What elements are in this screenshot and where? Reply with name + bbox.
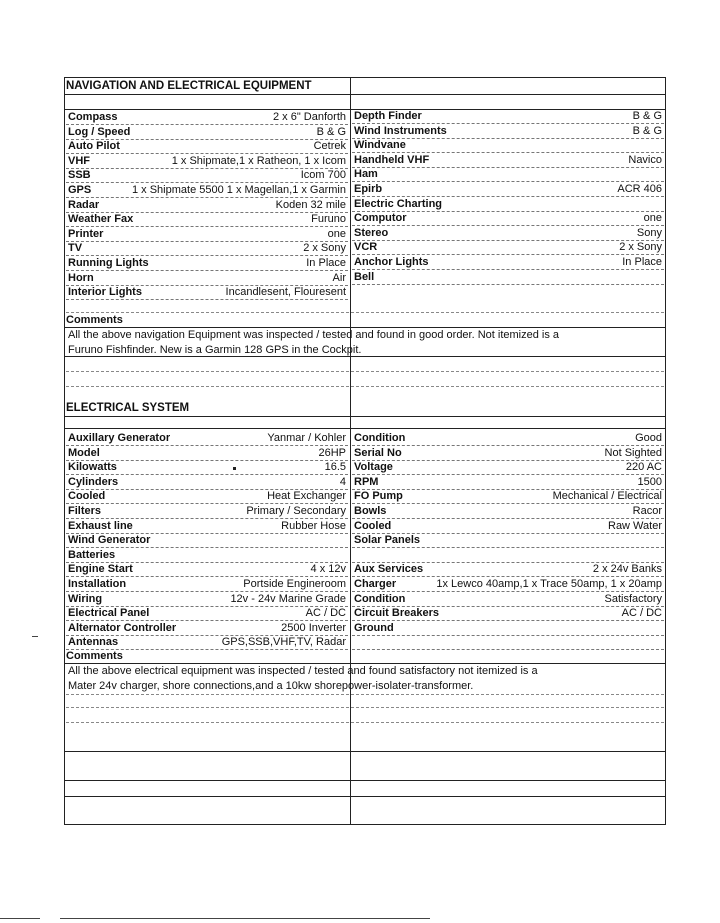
form-row bbox=[66, 167, 664, 182]
electrical-comments-label: Comments bbox=[66, 650, 123, 662]
field-value: B & G bbox=[316, 125, 346, 138]
field-label: Anchor Lights bbox=[354, 256, 429, 268]
form-row bbox=[66, 635, 664, 650]
field-label: Condition bbox=[354, 432, 406, 444]
field-value: 1 x Shipmate 5500 1 x Magellan,1 x Garmin bbox=[131, 184, 346, 196]
field-label: Depth Finder bbox=[354, 110, 422, 122]
field-label: Condition bbox=[354, 592, 406, 605]
field-label: Exhaust line bbox=[68, 519, 133, 532]
form-row bbox=[66, 153, 664, 168]
form-field bbox=[352, 197, 664, 212]
field-label: Solar Panels bbox=[354, 534, 421, 547]
form-field bbox=[352, 489, 664, 504]
field-value: AC / DC bbox=[621, 607, 662, 620]
form-row bbox=[66, 577, 664, 592]
field-label: Bell bbox=[354, 270, 375, 283]
field-label: Alternator Controller bbox=[68, 621, 177, 634]
field-value: Furuno bbox=[311, 213, 346, 226]
form-field bbox=[352, 270, 664, 285]
field-label: Handheld VHF bbox=[354, 153, 430, 166]
form-field bbox=[352, 460, 664, 475]
field-label: Filters bbox=[68, 505, 102, 517]
field-value: 4 bbox=[339, 475, 346, 488]
form-field bbox=[352, 211, 664, 226]
scan-mark bbox=[233, 467, 236, 470]
field-label: VHF bbox=[68, 154, 90, 167]
form-field bbox=[352, 124, 664, 139]
field-value: 4 x 12v bbox=[310, 563, 346, 576]
form-field bbox=[352, 635, 664, 650]
divider bbox=[64, 751, 666, 752]
field-label: Electrical Panel bbox=[68, 607, 150, 620]
field-value: 2 x Sony bbox=[619, 241, 662, 254]
form-row bbox=[66, 211, 664, 226]
form-row bbox=[66, 138, 664, 153]
form-field bbox=[352, 167, 664, 182]
blank-line bbox=[66, 694, 664, 695]
field-value: 16.5 bbox=[324, 461, 346, 474]
field-value: 12v - 24v Marine Grade bbox=[230, 592, 346, 605]
electrical-section-title: ELECTRICAL SYSTEM bbox=[66, 402, 190, 414]
form-field bbox=[352, 138, 664, 153]
divider bbox=[64, 356, 666, 357]
divider bbox=[64, 796, 666, 797]
form-row bbox=[66, 285, 664, 300]
field-label: Batteries bbox=[68, 548, 116, 561]
field-label: Compass bbox=[68, 111, 118, 123]
form-row bbox=[66, 592, 664, 607]
field-value: Raw Water bbox=[608, 519, 662, 532]
field-label: Wind Instruments bbox=[354, 124, 447, 137]
field-label: Engine Start bbox=[68, 563, 133, 576]
field-value: In Place bbox=[622, 256, 662, 268]
field-label: Cooled bbox=[68, 490, 106, 503]
field-value: 2 x 24v Banks bbox=[592, 563, 662, 576]
form-field bbox=[352, 577, 664, 592]
field-label: Electric Charting bbox=[354, 197, 443, 210]
blank-line bbox=[66, 386, 664, 387]
field-label: Wind Generator bbox=[68, 534, 151, 547]
field-label: Printer bbox=[68, 227, 104, 240]
field-label: Cooled bbox=[354, 519, 392, 532]
field-value: 220 AC bbox=[625, 461, 662, 474]
field-value: 26HP bbox=[318, 446, 346, 459]
form-field bbox=[352, 504, 664, 519]
field-value: 2 x Sony bbox=[303, 242, 346, 255]
form-field bbox=[352, 475, 664, 490]
form-row bbox=[66, 124, 664, 139]
field-label: Installation bbox=[68, 578, 127, 590]
field-value: Sony bbox=[636, 226, 662, 239]
form-field bbox=[352, 226, 664, 241]
field-value: ACR 406 bbox=[617, 183, 662, 195]
field-value: 1 x Shipmate,1 x Ratheon, 1 x Icom bbox=[171, 154, 346, 167]
field-value: AC / DC bbox=[305, 607, 346, 620]
form-row bbox=[66, 446, 664, 461]
divider bbox=[64, 428, 666, 429]
field-value: Mechanical / Electrical bbox=[552, 490, 662, 503]
field-value: Rubber Hose bbox=[281, 519, 346, 532]
field-value: 1500 bbox=[637, 475, 662, 488]
scan-mark bbox=[60, 918, 430, 919]
form-row bbox=[66, 270, 664, 285]
divider bbox=[64, 416, 666, 417]
form-field bbox=[352, 592, 664, 607]
field-value: Navico bbox=[628, 153, 662, 166]
field-label: Wiring bbox=[68, 592, 103, 605]
form-field bbox=[352, 255, 664, 270]
field-label: Cylinders bbox=[68, 475, 119, 488]
field-label: Computor bbox=[354, 212, 407, 225]
form-field bbox=[66, 285, 348, 300]
form-row bbox=[66, 489, 664, 504]
form-row bbox=[66, 431, 664, 446]
field-label: Auxillary Generator bbox=[68, 432, 171, 444]
field-label: RPM bbox=[354, 475, 379, 488]
field-label: FO Pump bbox=[354, 490, 403, 503]
field-value: Portside Engineroom bbox=[243, 578, 346, 590]
blank-line bbox=[66, 722, 664, 723]
field-label: Horn bbox=[68, 271, 94, 284]
navigation-comment-line: All the above navigation Equipment was inspected / tested and found in good order. Not itemized is a bbox=[68, 329, 560, 341]
field-label: VCR bbox=[354, 241, 378, 254]
form-field bbox=[352, 240, 664, 255]
blank-line bbox=[66, 371, 664, 372]
form-row bbox=[66, 240, 664, 255]
form-field bbox=[352, 533, 664, 548]
field-label: Bowls bbox=[354, 505, 387, 517]
divider bbox=[64, 780, 666, 781]
field-value: Not Sighted bbox=[604, 446, 662, 459]
field-label: Weather Fax bbox=[68, 213, 134, 226]
field-value: Primary / Secondary bbox=[246, 505, 346, 517]
form-row bbox=[66, 109, 664, 124]
form-field bbox=[352, 519, 664, 534]
field-value: GPS,SSB,VHF,TV, Radar bbox=[221, 636, 346, 649]
form-field bbox=[352, 431, 664, 446]
field-value: Incandlesent, Flouresent bbox=[225, 286, 346, 299]
form-field bbox=[352, 562, 664, 577]
field-value: 1x Lewco 40amp,1 x Trace 50amp, 1 x 20amp bbox=[436, 578, 662, 590]
field-label: Voltage bbox=[354, 461, 393, 474]
field-value: Air bbox=[332, 271, 346, 284]
field-value: Icom 700 bbox=[300, 169, 346, 182]
field-value: 2 x 6" Danforth bbox=[273, 111, 346, 123]
navigation-comments-label: Comments bbox=[66, 314, 123, 326]
field-label: Ground bbox=[354, 621, 394, 634]
scan-mark bbox=[0, 918, 40, 919]
form-field bbox=[352, 109, 664, 124]
form-row bbox=[66, 548, 664, 563]
field-value: Racor bbox=[632, 505, 662, 517]
field-label: Ham bbox=[354, 168, 378, 181]
form-field bbox=[352, 153, 664, 168]
field-value: 2500 Inverter bbox=[281, 621, 346, 634]
form-row bbox=[66, 533, 664, 548]
electrical-comment-line: All the above electrical equipment was inspected / tested and found satisfactory not itemized is a bbox=[68, 665, 538, 677]
form-row bbox=[66, 226, 664, 241]
field-value: one bbox=[327, 227, 346, 240]
form-field bbox=[352, 621, 664, 636]
form-field bbox=[352, 548, 664, 563]
field-value: Good bbox=[635, 432, 662, 444]
field-label: Running Lights bbox=[68, 257, 149, 269]
form-row bbox=[66, 475, 664, 490]
form-field bbox=[352, 182, 664, 197]
form-row bbox=[66, 197, 664, 212]
field-value: B & G bbox=[632, 124, 662, 137]
field-value: B & G bbox=[632, 110, 662, 122]
scan-mark bbox=[32, 636, 38, 637]
field-label: SSB bbox=[68, 169, 91, 182]
form-row bbox=[66, 606, 664, 621]
form-row bbox=[66, 460, 664, 475]
field-label: Antennas bbox=[68, 636, 119, 649]
field-value: Heat Exchanger bbox=[267, 490, 346, 503]
navigation-comment-line: Furuno Fishfinder. New is a Garmin 128 GPS in the Cockpit. bbox=[68, 344, 362, 356]
form-row bbox=[66, 182, 664, 197]
field-label: Kilowatts bbox=[68, 461, 117, 474]
field-label: Radar bbox=[68, 198, 100, 211]
form-row bbox=[66, 255, 664, 270]
field-value: In Place bbox=[306, 257, 346, 269]
field-label: Auto Pilot bbox=[68, 140, 120, 153]
form-row bbox=[66, 504, 664, 519]
field-label: Epirb bbox=[354, 183, 383, 195]
form-row bbox=[66, 621, 664, 636]
field-value: one bbox=[643, 212, 662, 225]
field-label: Log / Speed bbox=[68, 125, 131, 138]
field-label: Circuit Breakers bbox=[354, 607, 439, 620]
form-row bbox=[66, 562, 664, 577]
field-label: Serial No bbox=[354, 446, 402, 459]
field-value: Cetrek bbox=[313, 140, 346, 153]
form-field bbox=[352, 606, 664, 621]
field-label: Charger bbox=[354, 578, 397, 590]
field-value: Koden 32 mile bbox=[275, 198, 346, 211]
electrical-comment-line: Mater 24v charger, shore connections,and a 10kw shorepower-isolater-transformer. bbox=[68, 680, 474, 692]
form-field bbox=[352, 446, 664, 461]
navigation-section-title: NAVIGATION AND ELECTRICAL EQUIPMENT bbox=[66, 80, 312, 92]
field-label: TV bbox=[68, 242, 83, 255]
form-row bbox=[66, 519, 664, 534]
field-value: Satisfactory bbox=[604, 592, 662, 605]
field-label: Model bbox=[68, 446, 100, 459]
divider bbox=[66, 312, 664, 313]
blank-line bbox=[66, 707, 664, 708]
field-label: GPS bbox=[68, 184, 92, 196]
divider bbox=[64, 94, 666, 95]
field-label: Interior Lights bbox=[68, 286, 142, 299]
field-value: Yanmar / Kohler bbox=[267, 432, 346, 444]
field-label: Aux Services bbox=[354, 563, 424, 576]
field-label: Windvane bbox=[354, 139, 406, 152]
field-label: Stereo bbox=[354, 226, 389, 239]
